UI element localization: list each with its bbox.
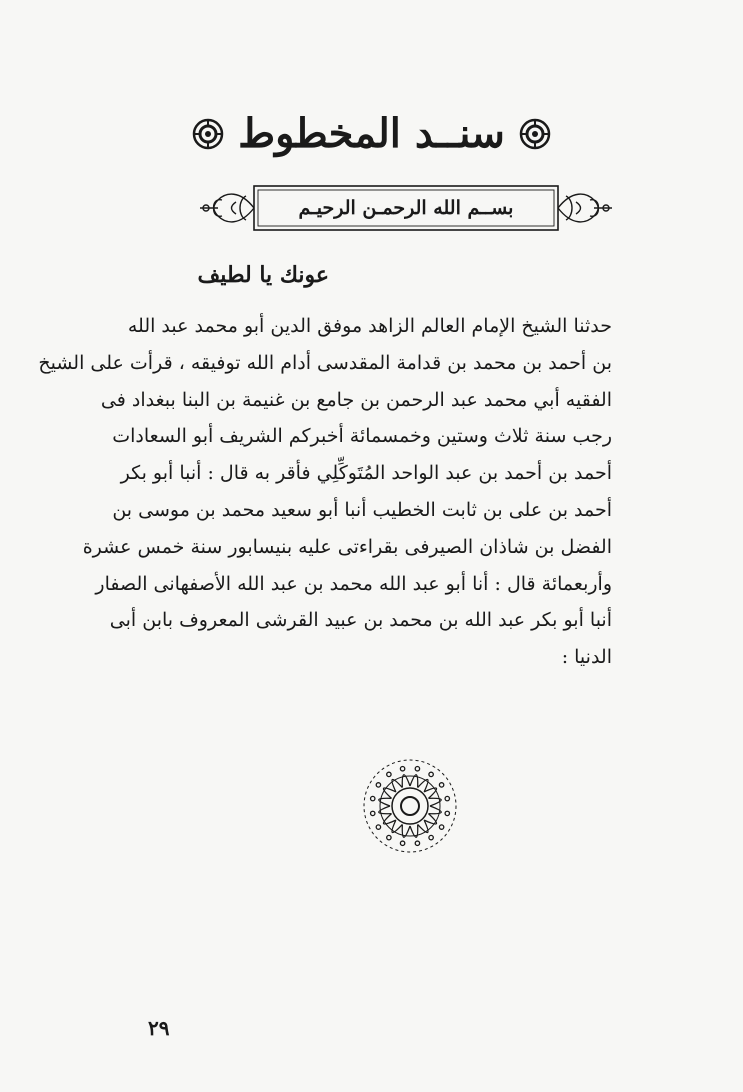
page-number: ٢٩ [148,1016,170,1040]
text-line: بن أحمد بن محمد بن قدامة المقدسى أدام الله توفيقه ، قرأت على الشيخ [38,351,612,374]
chapter-title: سنــد المخطوط [238,110,505,157]
chapter-heading [0,110,743,157]
chain-of-transmission-text [38,308,612,676]
floral-roundel-icon [192,118,224,150]
floral-roundel-icon [519,118,551,150]
text-line: أحمد بن على بن ثابت الخطيب أنبا أبو سعيد محمد بن موسى بن [112,498,612,521]
basmala-text: بســم الله الرحمـن الرحيـم [298,197,514,219]
text-line: رجب سنة ثلاث وستين وخمسمائة أخبركم الشريف أبو السعادات [112,425,612,448]
text-line: الفقيه أبي محمد عبد الرحمن بن جامع بن غنيمة بن البنا ببغداد فى [100,388,612,411]
text-line: حدثنا الشيخ الإمام العالم الزاهد موفق الدين أبو محمد عبد الله [127,315,612,337]
rosette-icon [358,754,462,858]
text-line: الفضل بن شاذان الصيرفى بقراءتى عليه بنيسابور سنة خمس عشرة [82,535,612,558]
text-line: وأربعمائة قال : أنا أبو عبد الله محمد بن عبد الله الأصفهانى الصفار [95,572,612,595]
invocation-heading: عونك يا لطيف [197,262,329,288]
text-line: أحمد بن أحمد بن عبد الواحد المُتَوكِّلِي فأقر به قال : أنبا أبو بكر [120,462,612,485]
text-line: أنبا أبو بكر عبد الله بن محمد بن عبيد القرشى المعروف بابن أبى [109,609,612,632]
text-line: الدنيا : [561,646,612,669]
basmala-cartouche [196,182,616,234]
